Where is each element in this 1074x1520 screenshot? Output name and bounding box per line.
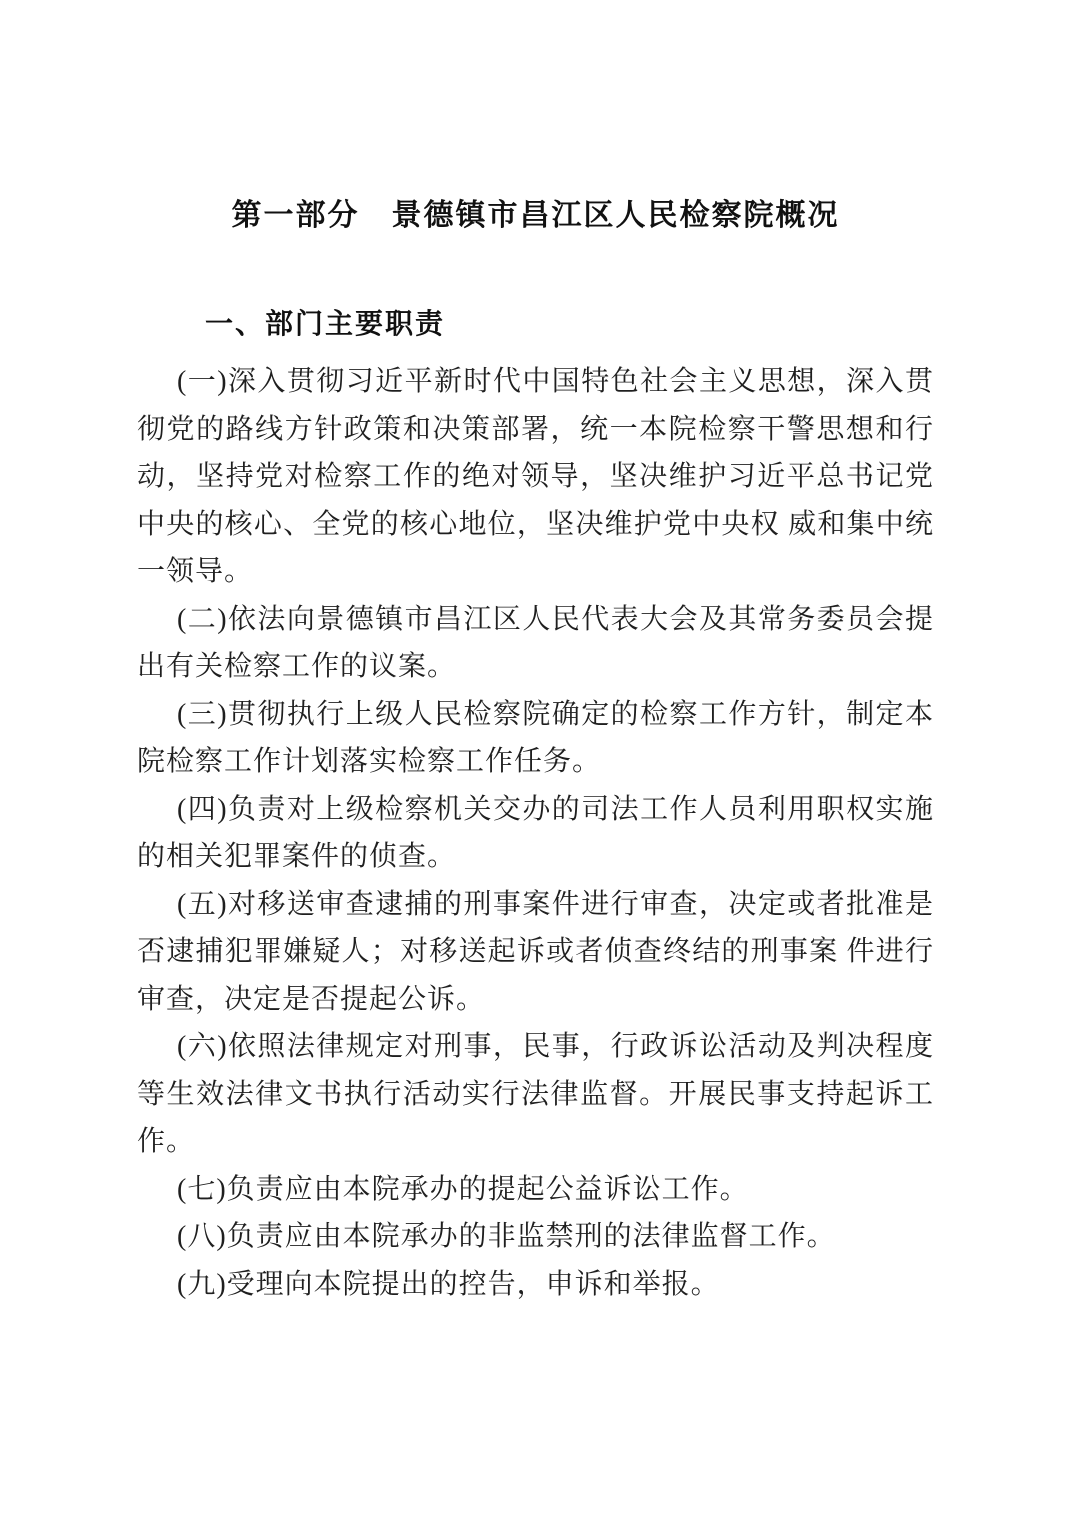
paragraph-duty-5: (五)对移送审查逮捕的刑事案件进行审查，决定或者批准是否逮捕犯罪嫌疑人；对移送起诉或者侦查终结的刑事案 件进行审查，决定是否提起公诉。 xyxy=(137,888,934,1015)
paragraph-duty-7: (七)负责应由本院承办的提起公益诉讼工作。 xyxy=(177,1173,749,1205)
paragraph-duty-1: (一)深入贯彻习近平新时代中国特色社会主义思想，深入贯彻党的路线方针政策和决策部署，统一本院检察干警思想和行动，坚持党对检察工作的绝对领导，坚决维护习近平总书记党中央的核心、全党的核心地位，坚决维护党中央权 威和集中统一领导。 xyxy=(137,366,934,587)
document-title: 第一部分 景德镇市昌江区人民检察院概况 xyxy=(231,199,840,232)
paragraph-duty-6: (六)依照法律规定对刑事，民事，行政诉讼活动及判决程度等生效法律文书执行活动实行法律监督。开展民事支持起诉工作。 xyxy=(137,1031,934,1157)
paragraph-duty-4: (四)负责对上级检察机关交办的司法工作人员利用职权实施的相关犯罪案件的侦查。 xyxy=(137,793,934,872)
document-body xyxy=(137,358,934,1308)
paragraph-duty-8: (八)负责应由本院承办的非监禁刑的法律监督工作。 xyxy=(177,1221,836,1252)
paragraph-duty-9: (九)受理向本院提出的控告，申诉和举报。 xyxy=(177,1268,720,1300)
document-content xyxy=(137,194,934,1308)
paragraph-duty-3: (三)贯彻执行上级人民检察院确定的检察工作方针，制定本院检察工作计划落实检察工作任务。 xyxy=(137,698,934,777)
section-heading: 一、部门主要职责 xyxy=(205,308,446,339)
paragraph-duty-2: (二)依法向景德镇市昌江区人民代表大会及其常务委员会提出有关检察工作的议案。 xyxy=(137,603,934,682)
